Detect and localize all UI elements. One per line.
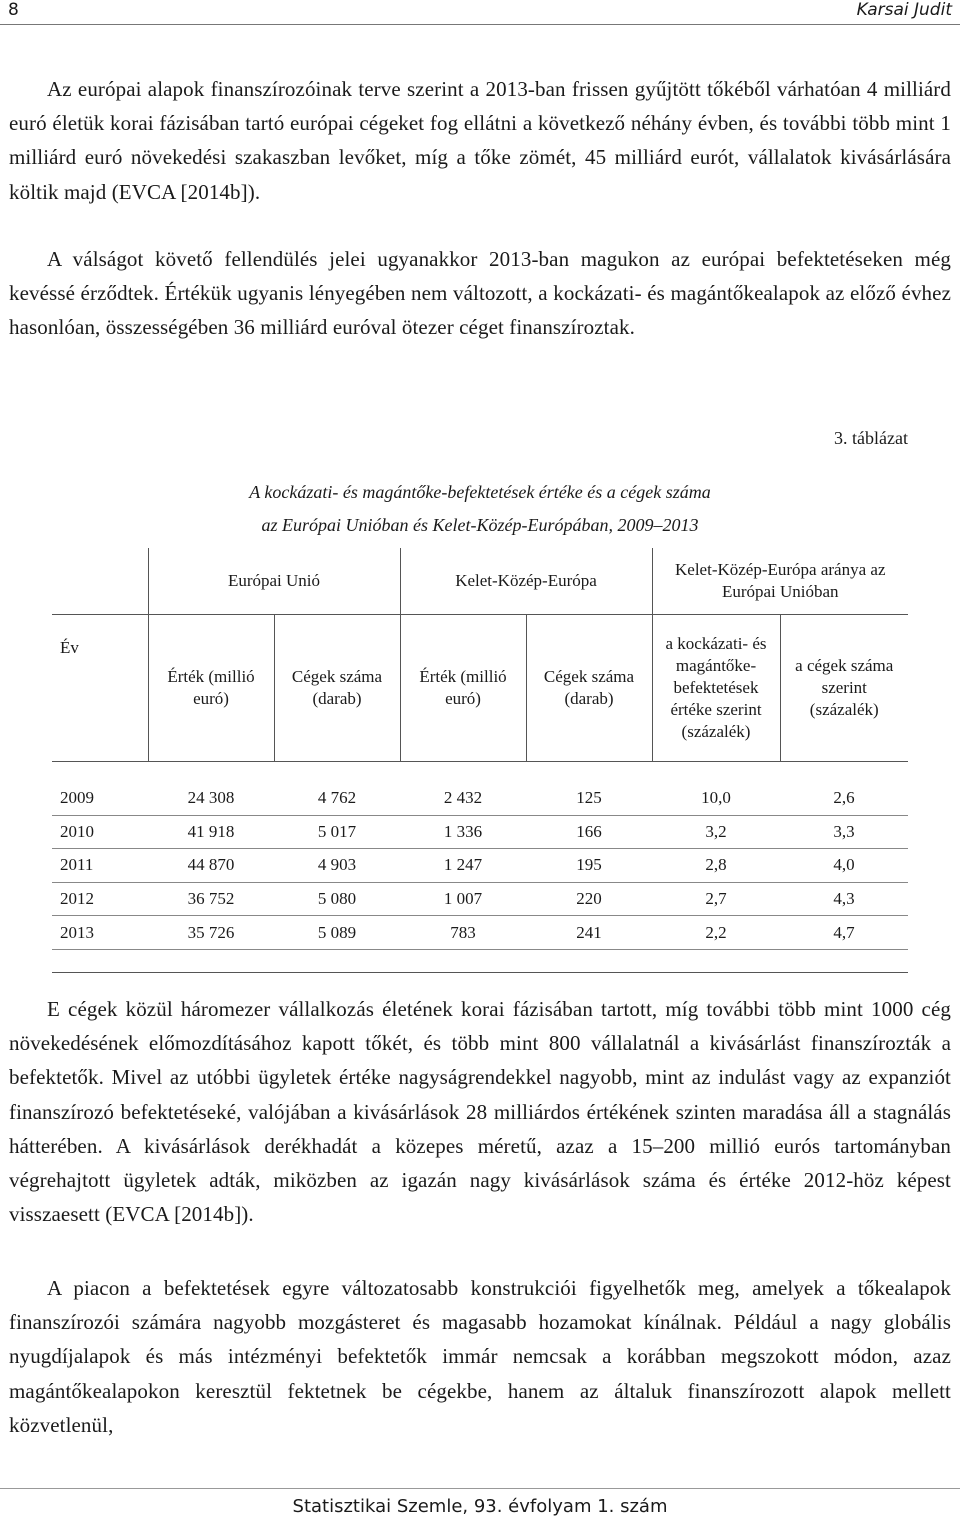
cell-ratio-value: 2,8	[652, 849, 780, 883]
cell-ratio-count: 2,6	[780, 782, 908, 815]
journal-footer: Statisztikai Szemle, 93. évfolyam 1. szám	[292, 1496, 668, 1517]
col-header-kke-value-text: Érték (millió euró)	[419, 667, 507, 708]
table-title-line-1: A kockázati- és magántőke-befektetések értéke és a cégek száma	[249, 482, 711, 502]
cell-year: 2013	[52, 916, 148, 950]
cell-ratio-value: 2,7	[652, 882, 780, 916]
cell-year: 2011	[52, 849, 148, 883]
cell-year: 2009	[52, 782, 148, 815]
cell-eu-value: 36 752	[148, 882, 274, 916]
table-row	[52, 882, 908, 916]
cell-ratio-count: 4,7	[780, 916, 908, 950]
table-spacer	[52, 762, 908, 783]
col-header-kke-value	[400, 615, 526, 762]
table-row	[52, 916, 908, 950]
cell-eu-count: 4 762	[274, 782, 400, 815]
col-header-ratio-count	[780, 615, 908, 762]
col-header-kke-count	[526, 615, 652, 762]
page-header	[0, 0, 960, 25]
cell-ratio-count: 3,3	[780, 815, 908, 849]
col-header-kke-count-text: Cégek száma (darab)	[543, 667, 635, 708]
col-header-ratio-count-text: a cégek száma szerint (százalék)	[795, 656, 894, 719]
table-row	[52, 815, 908, 849]
col-header-eu-count-text: Cégek száma (darab)	[291, 667, 383, 708]
paragraph-4: A piacon a befektetések egyre változatosabb konstrukciói figyelhetők meg, amelyek a tőkealapok finanszírozói számára nagyobb mozgásteret és magasabb hozamokat kínálnak. Például a nagy globális nyugdíjalapok és más intézményi befektetők immár nemcsak a korábban megszokott módon, azaz magántőkealapokon keresztül fektetnek be cégekbe, hanem az általuk finanszírozott alapok mellett közvetlenül,	[9, 1276, 951, 1437]
col-header-ratio-value	[652, 615, 780, 762]
cell-eu-count: 5 089	[274, 916, 400, 950]
col-header-eu-count	[274, 615, 400, 762]
cell-year: 2012	[52, 882, 148, 916]
cell-kke-count: 166	[526, 815, 652, 849]
cell-eu-count: 4 903	[274, 849, 400, 883]
cell-kke-count: 125	[526, 782, 652, 815]
cell-ratio-value: 10,0	[652, 782, 780, 815]
cell-ratio-count: 4,0	[780, 849, 908, 883]
cell-kke-count: 195	[526, 849, 652, 883]
cell-kke-count: 220	[526, 882, 652, 916]
paragraph-3: E cégek közül háromezer vállalkozás életének korai fázisában tartott, míg további több mint 1000 cég növekedésének előmozdításához kapott tőkét, és több mint 800 vállalatnál a kivásárlást finanszírozták a befektetők. Mivel az utóbbi ügyletek értéke nagyságrendekkel nagyobb, mint az indulást vagy az expanziót finanszírozó befektetéseké, valójában a kivásárlások 28 milliárdos értékének szinten maradása áll a stagnálás hátterében. A kivásárlások derékhadát a közepes méretű, azaz a 15–200 millió eurós tartományban végrehajtott ügyletek adták, miközben az igazán nagy kivásárlások száma és értéke 2012-höz képest visszaesett (EVCA [2014b]).	[9, 997, 951, 1227]
footer-rule	[0, 1488, 960, 1489]
author-running-head: Karsai Judit	[856, 0, 952, 20]
data-table	[52, 548, 908, 973]
cell-kke-value: 1 336	[400, 815, 526, 849]
group-header-eu: Európai Unió	[148, 548, 400, 615]
table-row	[52, 849, 908, 883]
cell-year: 2010	[52, 815, 148, 849]
group-header-kke: Kelet-Közép-Európa	[400, 548, 652, 615]
corner-cell	[52, 548, 148, 615]
cell-kke-value: 1 007	[400, 882, 526, 916]
paragraph-1: Az európai alapok finanszírozóinak terve szerint a 2013-ban frissen gyűjtött tőkéből várhatóan 4 milliárd euró életük korai fázisában tartó európai cégeket fog ellátni a következő néhány évben, és további több mint 1 milliárd euró növekedési szakaszban levőket, míg a tőke zömét, 45 milliárd eurót, vállalatok kivásárlására költik majd (EVCA [2014b]).	[9, 77, 951, 204]
paragraph-2: A válságot követő fellendülés jelei ugyanakkor 2013-ban magukon az európai befektetéseken még kevéssé érződtek. Értékük ugyanis lényegében nem változott, a kockázati- és magántőkealapok az előző évhez hasonlóan, összességében 36 milliárd euróval ötezer céget finanszíroztak.	[9, 247, 951, 340]
group-header-ratio	[652, 548, 908, 615]
table-row	[52, 782, 908, 815]
cell-ratio-value: 3,2	[652, 815, 780, 849]
group-header-ratio-text: Kelet-Közép-Európa aránya az Európai Unióban	[675, 560, 886, 601]
table-bottom-rule	[52, 949, 908, 972]
page-number: 8	[8, 0, 19, 20]
cell-kke-value: 783	[400, 916, 526, 950]
cell-kke-count: 241	[526, 916, 652, 950]
cell-eu-value: 24 308	[148, 782, 274, 815]
cell-eu-value: 41 918	[148, 815, 274, 849]
cell-eu-value: 35 726	[148, 916, 274, 950]
cell-kke-value: 2 432	[400, 782, 526, 815]
cell-eu-value: 44 870	[148, 849, 274, 883]
col-header-eu-value-text: Érték (millió euró)	[167, 667, 255, 708]
col-header-year: Év	[52, 615, 148, 762]
cell-ratio-value: 2,2	[652, 916, 780, 950]
table-title-line-2: az Európai Unióban és Kelet-Közép-Európában, 2009–2013	[261, 515, 699, 535]
cell-ratio-count: 4,3	[780, 882, 908, 916]
cell-kke-value: 1 247	[400, 849, 526, 883]
table-label: 3. táblázat	[834, 428, 908, 448]
cell-eu-count: 5 080	[274, 882, 400, 916]
col-header-eu-value	[148, 615, 274, 762]
cell-eu-count: 5 017	[274, 815, 400, 849]
col-header-ratio-value-text: a kockázati- és magántőke-befektetések értéke szerint (százalék)	[665, 634, 767, 741]
